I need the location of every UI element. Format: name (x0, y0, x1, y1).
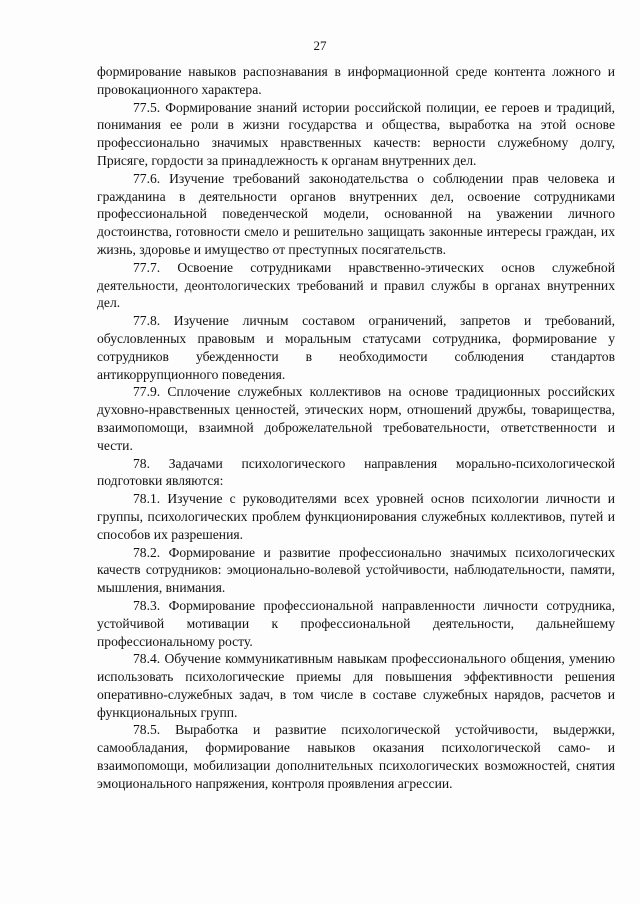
paragraph-continuation: формирование навыков распознавания в информационной среде контента ложного и провокационного характера. (97, 64, 615, 97)
document-body (97, 63, 615, 793)
page-number: 27 (313, 38, 327, 53)
paragraph-77-6: 77.6. Изучение требований законодательства о соблюдении прав человека и гражданина в деятельности органов внутренних дел, освоение сотрудниками профессиональной поведенческой модели, основанной на уважении личного достоинства, готовности смело и решительно защищать законные интересы граждан, их жизнь, здоровье и имущество от преступных посягательств. (97, 170, 615, 257)
paragraph-78-3: 78.3. Формирование профессиональной направленности личности сотрудника, устойчивой мотивации к профессиональной деятельности, дальнейшему профессиональному росту. (97, 597, 615, 649)
paragraph-77-7: 77.7. Освоение сотрудниками нравственно-этических основ служебной деятельности, деонтологических требований и правил службы в органах внутренних дел. (97, 259, 615, 311)
paragraph-78-4: 78.4. Обучение коммуникативным навыкам профессионального общения, умению использовать психологические приемы для повышения эффективности решения оперативно-служебных задач, в том числе в составе служебных нарядов, расчетов и функциональных групп. (97, 651, 615, 720)
paragraph-78: 78. Задачами психологического направления морально-психологической подготовки являются: (97, 455, 615, 489)
paragraph-77-8: 77.8. Изучение личным составом ограничений, запретов и требований, обусловленных правовым и моральным статусами сотрудника, формирование у сотрудников убежденности в необходимости соблюдения стандартов антикоррупционного поведения. (97, 313, 615, 382)
paragraph-77-5: 77.5. Формирование знаний истории российской полиции, ее героев и традиций, понимания ее роли в жизни государства и общества, выработка на этой основе профессионально значимых нравственных качеств: верности служебному долгу, Присяге, гордости за принадлежность к органам внутренних дел. (97, 99, 615, 168)
paragraph-78-1: 78.1. Изучение с руководителями всех уровней основ психологии личности и группы, психологических проблем функционирования служебных коллективов, путей и способов их разрешения. (97, 491, 615, 542)
paragraph-77-9: 77.9. Сплочение служебных коллективов на основе традиционных российских духовно-нравственных ценностей, этических норм, отношений дружбы, товарищества, взаимопомощи, взаимной доброжелательной требовательности, ответственности и чести. (97, 384, 615, 453)
paragraph-78-2: 78.2. Формирование и развитие профессионально значимых психологических качеств сотрудников: эмоционально-волевой устойчивости, наблюдательности, памяти, мышления, внимания. (97, 544, 615, 596)
paragraph-78-5: 78.5. Выработка и развитие психологической устойчивости, выдержки, самообладания, формирование навыков оказания психологической само- и взаимопомощи, мобилизации дополнительных психологических возможностей, снятия эмоционального напряжения, контроля проявления агрессии. (97, 722, 615, 791)
